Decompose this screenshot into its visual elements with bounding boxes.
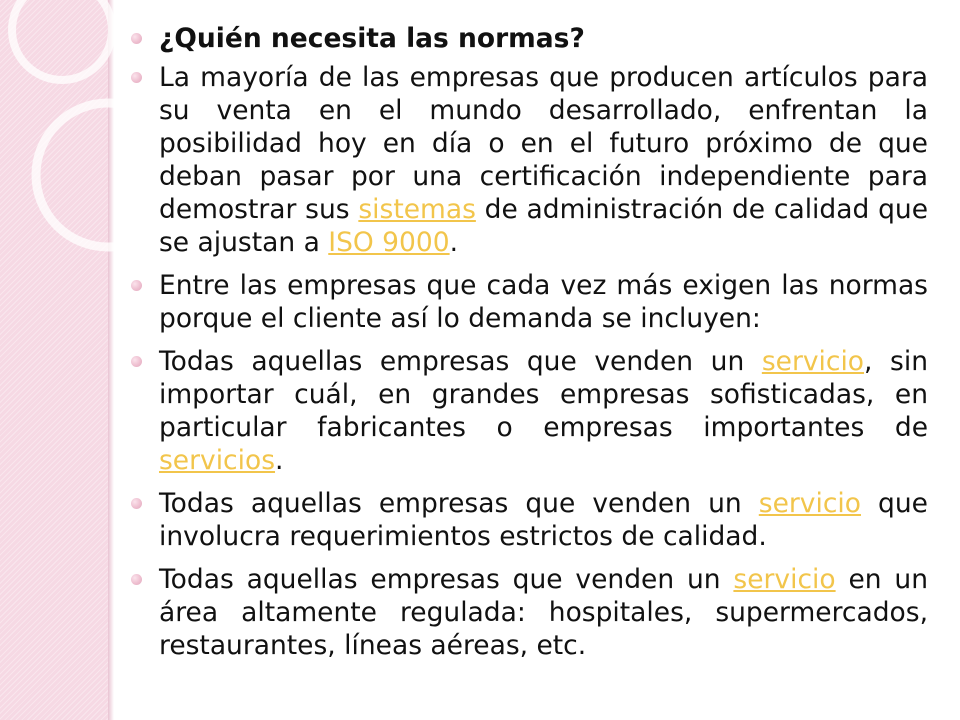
- bullet-text: , sin importar cuál, en grandes empresas sofisticadas, en particular fabricantes o empresas importantes de: [159, 346, 929, 443]
- bullet-text: Todas aquellas empresas que venden un: [159, 346, 762, 377]
- slide-heading: ¿Quién necesita las normas?: [159, 23, 585, 54]
- bullet-item: [128, 345, 928, 477]
- bullet-list: [128, 22, 928, 662]
- link-servicio[interactable]: servicio: [761, 346, 865, 377]
- bullet-text: .: [275, 445, 284, 476]
- bullet-text: Entre las empresas que cada vez más exigen las normas porque el cliente así lo demanda se incluyen:: [159, 270, 928, 334]
- bullet-icon: [131, 33, 142, 44]
- bullet-item: [128, 269, 928, 335]
- decorative-circles: [0, 0, 140, 320]
- bullet-icon: [131, 72, 142, 83]
- bullet-item: [128, 563, 928, 662]
- bullet-item: [128, 487, 928, 553]
- bullet-text: La mayoría de las empresas que producen artículos para su venta en el mundo desarrollado, enfrentan la posibilidad hoy en día o en el futuro próximo de que deban pasar por una certificación independiente para demostrar sus: [159, 62, 928, 225]
- decorative-circle-large: [12, 0, 112, 80]
- bullet-icon: [131, 280, 142, 291]
- link-servicios[interactable]: servicios: [159, 445, 276, 476]
- bullet-item: [128, 61, 928, 259]
- link-servicio[interactable]: servicio: [733, 564, 836, 595]
- bullet-icon: [131, 498, 142, 509]
- slide-content: [128, 22, 928, 672]
- decorative-circle-small: [36, 103, 140, 247]
- bullet-text: de administración de calidad que se ajustan a: [159, 194, 928, 258]
- bullet-icon: [131, 356, 142, 367]
- bullet-icon: [131, 574, 142, 585]
- link-servicio[interactable]: servicio: [758, 488, 861, 519]
- bullet-text: Todas aquellas empresas que venden un: [159, 488, 759, 519]
- bullet-text: Todas aquellas empresas que venden un: [159, 564, 734, 595]
- bullet-text: en un área altamente regulada: hospitales, supermercados, restaurantes, líneas aéreas, etc.: [159, 564, 928, 661]
- link-sistemas[interactable]: sistemas: [358, 194, 476, 225]
- bullet-item: [128, 22, 928, 55]
- bullet-text: .: [449, 227, 459, 258]
- link-iso-9000[interactable]: ISO 9000: [328, 227, 450, 258]
- bullet-text: que involucra requerimientos estrictos de calidad.: [159, 488, 928, 552]
